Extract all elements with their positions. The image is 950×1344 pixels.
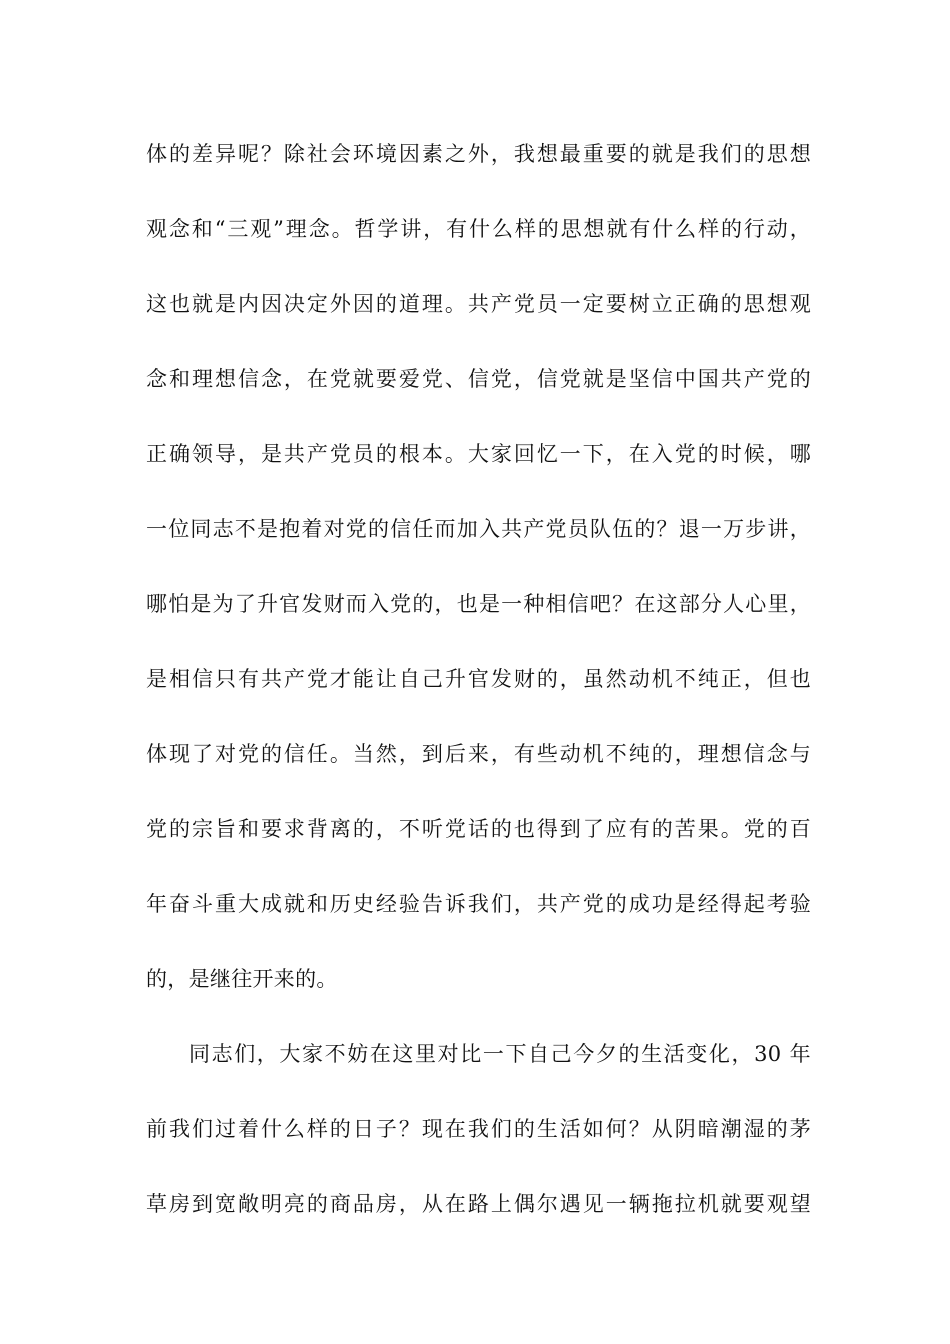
text-line-8: 是相信只有共产党才能让自己升官发财的，虽然动机不纯正，但也 — [146, 667, 811, 691]
text-line-6: 一位同志不是抱着对党的信任而加入共产党员队伍的？退一万步讲， — [146, 517, 811, 541]
text-line-7: 哪怕是为了升官发财而入党的，也是一种相信吧？在这部分人心里， — [146, 592, 811, 616]
text-line-15: 草房到宽敞明亮的商品房，从在路上偶尔遇见一辆拖拉机就要观望 — [146, 1192, 811, 1216]
text-line-4: 念和理想信念，在党就要爱党、信党，信党就是坚信中国共产党的 — [146, 367, 811, 391]
text-line-13: 同志们，大家不妨在这里对比一下自己今夕的生活变化，30 年 — [189, 1042, 811, 1066]
text-line-3: 这也就是内因决定外因的道理。共产党员一定要树立正确的思想观 — [146, 292, 811, 316]
text-line-9: 体现了对党的信任。当然，到后来，有些动机不纯的，理想信念与 — [146, 742, 811, 766]
text-line-11: 年奋斗重大成就和历史经验告诉我们，共产党的成功是经得起考验 — [146, 892, 811, 916]
text-line-12: 的，是继往开来的。 — [146, 967, 338, 991]
text-line-14: 前我们过着什么样的日子？现在我们的生活如何？从阴暗潮湿的茅 — [146, 1117, 811, 1141]
text-line-1: 体的差异呢？除社会环境因素之外，我想最重要的就是我们的思想 — [146, 142, 811, 166]
text-line-10: 党的宗旨和要求背离的，不听党话的也得到了应有的苦果。党的百 — [146, 817, 811, 841]
text-line-5: 正确领导，是共产党员的根本。大家回忆一下，在入党的时候，哪 — [146, 442, 811, 466]
text-line-2: 观念和“三观”理念。哲学讲，有什么样的思想就有什么样的行动， — [146, 217, 811, 241]
